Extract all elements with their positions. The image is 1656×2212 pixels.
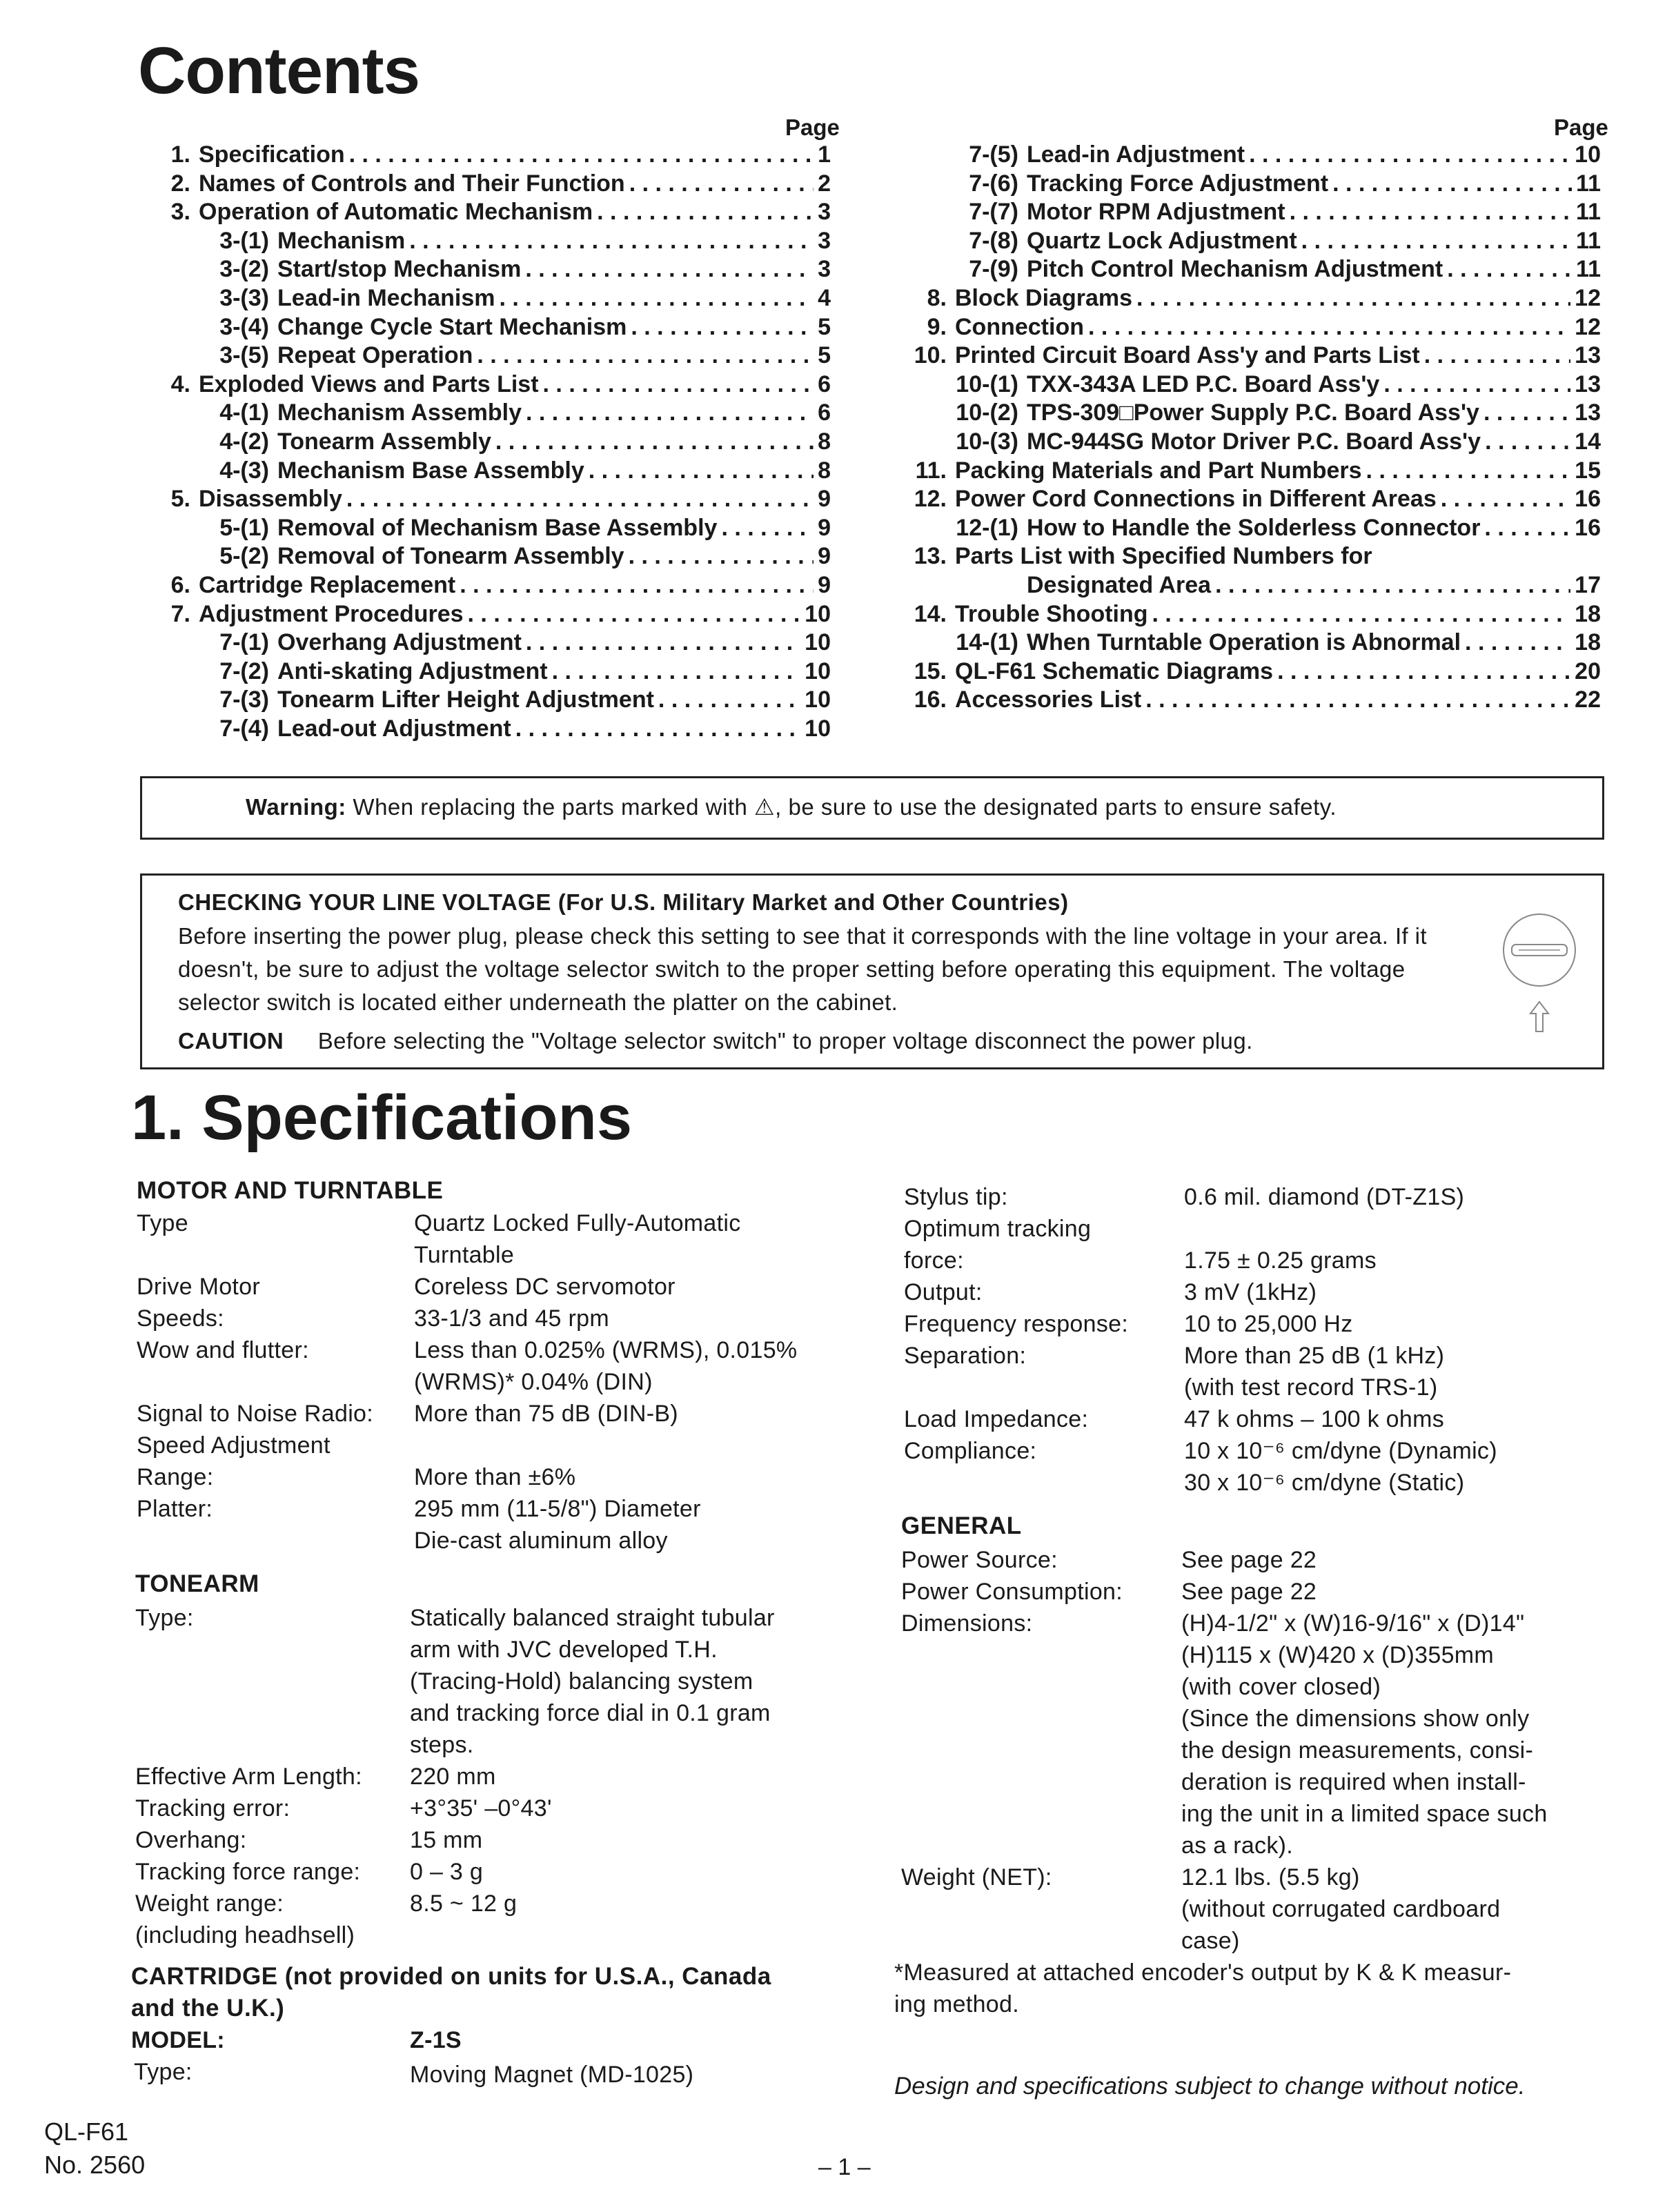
toc-left-entry-leader (526, 398, 814, 427)
toc-left-entry-number: 7-(1) (219, 629, 269, 656)
toc-left-entry-page: 10 (805, 600, 831, 627)
contents-title: Contents (138, 34, 420, 108)
toc-right-entry-number: 11. (915, 457, 947, 484)
toc-right-entry-leader (1465, 628, 1570, 657)
toc-right-entry-leader (1277, 657, 1570, 686)
toc-right-entry-leader (1447, 255, 1572, 284)
toc-right-entry (897, 685, 1601, 714)
toc-left-entry (195, 657, 831, 686)
general-spec-value: See page 22 (1181, 1547, 1317, 1573)
tonearm-spec-value: 15 mm (410, 1827, 483, 1853)
toc-left-entry (195, 398, 831, 427)
tonearm-spec-label: Tracking error: (135, 1795, 290, 1821)
toc-left-entry-leader (543, 370, 814, 399)
toc-left-entry (138, 571, 831, 600)
toc-left-entry-leader (495, 427, 814, 456)
toc-left-entry-page: 8 (818, 428, 831, 455)
toc-left-entry-label: Lead-in Mechanism (277, 285, 495, 311)
toc-right-entry-page: 12 (1575, 285, 1601, 311)
general-spec-label: Power Consumption: (901, 1579, 1123, 1605)
toc-left-entry-label: Tonearm Lifter Height Adjustment (277, 687, 654, 713)
voltage-box (140, 873, 1604, 1069)
caution-text: Before selecting the "Voltage selector switch" to proper voltage disconnect the power plug. (317, 1028, 1253, 1054)
cartridge-spec-value: 47 k ohms – 100 k ohms (1184, 1406, 1445, 1432)
toc-left-entry-number: 3. (170, 199, 190, 226)
toc-right-entry (897, 341, 1601, 370)
toc-left-entry-leader (629, 542, 814, 571)
general-spec-value: 12.1 lbs. (5.5 kg) (without corrugated cardboard case) (1181, 1864, 1501, 1954)
toc-left-entry-leader (477, 341, 814, 370)
toc-left-entry-page: 10 (805, 687, 831, 713)
general-heading: GENERAL (901, 1512, 1022, 1539)
motor-spec-label: Wow and flutter: (137, 1337, 309, 1363)
toc-left-entry-leader (721, 513, 814, 542)
toc-left-entry-page: 9 (818, 543, 831, 570)
cartridge-type-label: Type: (134, 2059, 193, 2085)
toc-left-entry-label: Change Cycle Start Mechanism (277, 313, 627, 340)
toc-left-entry-leader (597, 197, 814, 226)
motor-spec-label: Drive Motor (137, 1274, 260, 1300)
toc-left-entry-label: Operation of Automatic Mechanism (199, 199, 593, 226)
toc-right-entry-leader (1215, 571, 1570, 600)
toc-left-entry-leader (349, 140, 814, 169)
toc-right-entry (897, 456, 1601, 485)
voltage-body: Before inserting the power plug, please check this setting to see that it corresponds with the line voltage in your area. If it doesn't, be sure to adjust the voltage selector switch to the proper setting before operating this equipment. The voltage selector switch is located either underneath the platter on the cabinet. (178, 923, 1427, 1015)
cartridge-spec-label: Optimum tracking force: (904, 1216, 1092, 1274)
toc-right-entry-label: TXX-343A LED P.C. Board Ass'y (1027, 371, 1380, 397)
toc-right-entry (897, 600, 1601, 629)
toc-left-entry-number: 4-(1) (219, 399, 269, 426)
toc-left-entry (195, 255, 831, 284)
toc-left-entry-number: 7-(4) (219, 715, 269, 742)
toc-left-entry-number: 7-(2) (219, 658, 269, 684)
toc-right-entry (897, 542, 1601, 571)
toc-left-entry-number: 3-(3) (219, 285, 269, 311)
motor-heading: MOTOR AND TURNTABLE (137, 1177, 444, 1204)
toc-left-entry-label: Mechanism (277, 227, 406, 254)
toc-right-entry-number: 10-(3) (956, 428, 1018, 455)
toc-left-entry (195, 456, 831, 485)
toc-right-entry-label: MC-944SG Motor Driver P.C. Board Ass'y (1027, 428, 1481, 455)
toc-left-entry-leader (552, 657, 801, 686)
toc-left-entry (195, 284, 831, 313)
toc-left-entry-page: 10 (805, 715, 831, 742)
toc-right-entry-number: 7-(6) (969, 170, 1018, 197)
cartridge-spec-value: 3 mV (1kHz) (1184, 1279, 1317, 1305)
motor-spec-value: Quartz Locked Fully-Automatic Turntable (414, 1210, 741, 1268)
toc-left-entry-number: 3-(2) (219, 256, 269, 283)
toc-left-entry-label: Mechanism Base Assembly (277, 457, 584, 484)
toc-left-page-header: Page (785, 115, 840, 140)
toc-right-entry (929, 226, 1601, 255)
cartridge-spec-value: 10 x 10⁻⁶ cm/dyne (Dynamic) 30 x 10⁻⁶ cm/dyne (Static) (1184, 1438, 1497, 1496)
spec-disclaimer: Design and specifications subject to change without notice. (894, 2073, 1526, 2100)
toc-left-entry-page: 6 (818, 371, 831, 397)
cartridge-spec-label: Load Impedance: (904, 1406, 1089, 1432)
toc-left-entry (195, 226, 831, 255)
toc-left-entry (138, 197, 831, 226)
toc-left-entry (195, 714, 831, 743)
cartridge-spec-value: More than 25 dB (1 kHz) (with test record TRS-1) (1184, 1343, 1445, 1401)
motor-spec-label: Speeds: (137, 1305, 224, 1332)
toc-left-entry-page: 2 (818, 170, 831, 197)
toc-left-entry-page: 9 (818, 514, 831, 541)
tonearm-spec-label: Overhang: (135, 1827, 247, 1853)
toc-left-entry-label: Specification (199, 141, 345, 168)
toc-right-entry-page: 13 (1575, 399, 1601, 426)
toc-right-entry-page: 11 (1576, 227, 1601, 254)
cartridge-model-value: Z-1S (410, 2027, 462, 2053)
toc-right-entry-label: Accessories List (955, 687, 1142, 713)
toc-left-entry (195, 427, 831, 456)
warning-box (140, 776, 1604, 840)
toc-left-entry-label: Exploded Views and Parts List (199, 371, 539, 397)
tonearm-spec-value: 8.5 ~ 12 g (410, 1890, 518, 1917)
specifications-title: 1. Specifications (131, 1083, 633, 1153)
toc-right-entry-number: 7-(9) (969, 256, 1018, 283)
toc-left-entry-number: 4-(2) (219, 428, 269, 455)
toc-right-entry-number: 14-(1) (956, 629, 1018, 656)
toc-left-entry-number: 4. (170, 371, 190, 397)
toc-right-entry (929, 571, 1601, 600)
toc-right-entry-number: 8. (927, 285, 947, 311)
toc-left-entry-label: Disassembly (199, 486, 342, 513)
toc-right-entry-leader (1088, 313, 1570, 342)
motor-spec-label: Type (137, 1210, 188, 1236)
warning-label: Warning: (246, 794, 346, 820)
toc-left-entry-page: 10 (805, 629, 831, 656)
toc-left-entry (195, 341, 831, 370)
tonearm-spec-label: Effective Arm Length: (135, 1764, 362, 1790)
toc-right-entry (929, 427, 1601, 456)
cartridge-spec-label: Frequency response: (904, 1311, 1129, 1337)
toc-right-entry-page: 17 (1575, 572, 1601, 598)
tonearm-spec-value: 220 mm (410, 1764, 496, 1790)
toc-right-entry (929, 140, 1601, 169)
toc-left-entry (138, 600, 831, 629)
toc-right-entry-label: Motor RPM Adjustment (1027, 199, 1285, 226)
toc-left-entry-number: 7-(3) (219, 687, 269, 713)
cartridge-spec-label: Stylus tip: (904, 1184, 1008, 1210)
toc-right-entry-number: 10-(1) (956, 371, 1018, 397)
toc-right-entry-number: 12. (914, 486, 947, 513)
cartridge-spec-value: 10 to 25,000 Hz (1184, 1311, 1353, 1337)
toc-right-entry-page: 16 (1575, 514, 1601, 541)
toc-right-entry-label: Pitch Control Mechanism Adjustment (1027, 256, 1443, 283)
toc-right-entry-number: 10-(2) (956, 399, 1018, 426)
toc-left-entry (138, 169, 831, 198)
toc-right-entry-label: Quartz Lock Adjustment (1027, 227, 1297, 254)
toc-right-page-header: Page (1554, 115, 1608, 140)
toc-right-entry-number: 13. (914, 543, 947, 570)
toc-left-entry (138, 370, 831, 399)
toc-left-entry-label: Names of Controls and Their Function (199, 170, 625, 197)
toc-right-entry-label: Designated Area (1027, 572, 1212, 598)
toc-left-entry-label: Lead-out Adjustment (277, 715, 511, 742)
toc-left-entry-leader (589, 456, 814, 485)
toc-left-entry-leader (409, 226, 814, 255)
toc-left-entry-page: 3 (818, 199, 831, 226)
toc-left-entry-leader (346, 484, 814, 513)
general-spec-value: See page 22 (1181, 1579, 1317, 1605)
toc-right-entry (929, 197, 1601, 226)
toc-right-entry-page: 22 (1575, 687, 1601, 713)
toc-right-entry-page: 13 (1575, 342, 1601, 369)
toc-left-entry-number: 5. (170, 486, 190, 513)
toc-left-entry-number: 4-(3) (219, 457, 269, 484)
toc-left-entry-page: 9 (818, 572, 831, 598)
toc-left-entry-leader (500, 284, 814, 313)
tonearm-spec-value: 0 – 3 g (410, 1859, 484, 1885)
toc-right-entry (929, 370, 1601, 399)
warning-triangle-icon: ⚠ (754, 794, 776, 820)
toc-right-entry-leader (1332, 169, 1572, 198)
toc-left-entry-label: Repeat Operation (277, 342, 473, 369)
toc-right-entry-page: 16 (1575, 486, 1601, 513)
toc-right-entry-label: Packing Materials and Part Numbers (955, 457, 1362, 484)
toc-left-entry-number: 1. (170, 141, 190, 168)
toc-right-entry-leader (1483, 398, 1570, 427)
toc-right-entry-label: TPS-309□Power Supply P.C. Board Ass'y (1027, 399, 1479, 426)
motor-spec-value: Coreless DC servomotor (414, 1274, 676, 1300)
cartridge-heading: CARTRIDGE (not provided on units for U.S.A., Canada and the U.K.) (131, 1963, 771, 2022)
motor-spec-value: More than 75 dB (DIN-B) (414, 1401, 678, 1427)
toc-right-entry-leader (1485, 427, 1570, 456)
toc-right-entry-leader (1249, 140, 1570, 169)
toc-left-entry-label: Adjustment Procedures (199, 600, 464, 627)
toc-left-entry-number: 3-(1) (219, 227, 269, 254)
toc-right-entry-page: 18 (1575, 629, 1601, 656)
toc-right-entry-number: 12-(1) (956, 514, 1018, 541)
toc-right-entry-label: When Turntable Operation is Abnormal (1027, 629, 1461, 656)
general-spec-label: Dimensions: (901, 1610, 1033, 1637)
toc-left-entry-label: Removal of Mechanism Base Assembly (277, 514, 718, 541)
toc-right-entry-leader (1441, 484, 1570, 513)
toc-right-entry-label: Connection (955, 313, 1084, 340)
toc-right-entry (929, 398, 1601, 427)
toc-left-entry (138, 484, 831, 513)
toc-left-entry (195, 513, 831, 542)
toc-right-entry-label: Block Diagrams (955, 285, 1132, 311)
toc-right-entry-page: 12 (1575, 313, 1601, 340)
footer-number: No. 2560 (44, 2151, 146, 2179)
voltage-heading: CHECKING YOUR LINE VOLTAGE (For U.S. Military Market and Other Countries) (178, 889, 1069, 915)
toc-left-entry-page: 3 (818, 256, 831, 283)
motor-spec-label: Signal to Noise Radio: (137, 1401, 374, 1427)
toc-right-entry (897, 657, 1601, 686)
toc-left-entry-leader (515, 714, 800, 743)
toc-left-entry-number: 7. (170, 600, 190, 627)
toc-left-entry-label: Removal of Tonearm Assembly (277, 543, 624, 570)
motor-spec-label: Speed Adjustment Range: (137, 1432, 331, 1490)
toc-left-entry-leader (631, 313, 814, 342)
toc-left-entry-label: Start/stop Mechanism (277, 256, 522, 283)
toc-right-entry-page: 11 (1576, 199, 1601, 226)
toc-left-entry (138, 140, 831, 169)
toc-left-entry-label: Anti-skating Adjustment (277, 658, 548, 684)
toc-right-entry (929, 628, 1601, 657)
cartridge-spec-value: 1.75 ± 0.25 grams (1184, 1247, 1377, 1274)
toc-right-entry-leader (1301, 226, 1572, 255)
toc-left-entry-leader (525, 255, 814, 284)
toc-left-entry (195, 685, 831, 714)
toc-right-entry-number: 15. (914, 658, 947, 684)
toc-left-entry (195, 313, 831, 342)
toc-left-entry-label: Cartridge Replacement (199, 572, 456, 598)
toc-right-entry-number: 10. (914, 342, 947, 369)
toc-right-entry-page: 14 (1575, 428, 1601, 455)
toc-left-entry-number: 2. (170, 170, 190, 197)
toc-left-entry-leader (526, 628, 800, 657)
toc-left-entry-label: Overhang Adjustment (277, 629, 522, 656)
general-spec-label: Power Source: (901, 1547, 1058, 1573)
toc-left-entry (195, 542, 831, 571)
toc-right-entry-label: How to Handle the Solderless Connector (1027, 514, 1481, 541)
toc-left-entry-page: 9 (818, 486, 831, 513)
warning-text-after: , be sure to use the designated parts to ensure safety. (775, 794, 1337, 820)
toc-left-entry-leader (468, 600, 801, 629)
toc-right-entry-page: 10 (1575, 141, 1601, 168)
toc-right-entry-leader (1136, 284, 1570, 313)
toc-right-entry (897, 484, 1601, 513)
toc-left-entry-page: 8 (818, 457, 831, 484)
toc-left-entry-label: Mechanism Assembly (277, 399, 522, 426)
toc-right-entry (897, 284, 1601, 313)
toc-right-entry-page: 13 (1575, 371, 1601, 397)
cartridge-spec-label: Compliance: (904, 1438, 1037, 1464)
toc-right-entry-page: 20 (1575, 658, 1601, 684)
toc-right-entry-leader (1290, 197, 1572, 226)
toc-left-entry-leader (460, 571, 814, 600)
caution-label: CAUTION (178, 1028, 284, 1054)
toc-right-entry (929, 255, 1601, 284)
cartridge-type-value: Moving Magnet (MD-1025) (410, 2062, 694, 2088)
toc-left-entry-number: 5-(2) (219, 543, 269, 570)
toc-left-entry-page: 3 (818, 227, 831, 254)
toc-left-entry-page: 4 (818, 285, 831, 311)
toc-right-entry-label: QL-F61 Schematic Diagrams (955, 658, 1274, 684)
footer-model: QL-F61 (44, 2117, 129, 2146)
toc-right-entry-number: 7-(8) (969, 227, 1018, 254)
tonearm-spec-label: Type: (135, 1605, 194, 1631)
general-spec-value: (H)4-1/2" x (W)16-9/16" x (D)14" (H)115 x (W)420 x (D)355mm (with cover closed) (Since the dimensions show only the design measurements, consi- deration is required when install- ing the unit in a limited space such as a rack). (1181, 1610, 1548, 1859)
toc-right-entry-label: Trouble Shooting (955, 600, 1148, 627)
toc-right-entry-leader (1152, 600, 1571, 629)
toc-right-entry-page: 18 (1575, 600, 1601, 627)
cartridge-spec-label: Separation: (904, 1343, 1027, 1369)
motor-spec-value: 295 mm (11-5/8") Diameter Die-cast aluminum alloy (414, 1496, 701, 1554)
toc-right-entry (897, 313, 1601, 342)
toc-right-entry-number: 9. (927, 313, 947, 340)
motor-spec-value: More than ±6% (414, 1464, 576, 1490)
toc-left-entry-page: 5 (818, 342, 831, 369)
toc-right-entry (929, 513, 1601, 542)
spec-footnote: *Measured at attached encoder's output by K & K measur- ing method. (894, 1959, 1512, 2017)
motor-spec-value: Less than 0.025% (WRMS), 0.015% (WRMS)* 0.04% (DIN) (414, 1337, 798, 1395)
warning-text-before: When replacing the parts marked with (353, 794, 748, 820)
toc-right-entry-number: 16. (914, 687, 947, 713)
toc-right-entry-page: 11 (1576, 256, 1601, 283)
footer-page-number: – 1 – (818, 2154, 871, 2180)
voltage-selector-icon (1495, 909, 1584, 1040)
cartridge-spec-label: Output: (904, 1279, 983, 1305)
toc-left-entry-number: 6. (170, 572, 190, 598)
toc-left-entry-leader (629, 169, 814, 198)
toc-right-entry (929, 169, 1601, 198)
toc-right-entry-leader (1484, 513, 1570, 542)
toc-right-entry-page: 11 (1576, 170, 1601, 197)
toc-right-entry-leader (1383, 370, 1570, 399)
toc-right-entry-number: 7-(5) (969, 141, 1018, 168)
general-spec-label: Weight (NET): (901, 1864, 1052, 1890)
toc-left-entry-page: 6 (818, 399, 831, 426)
toc-right-entry-number (929, 571, 1018, 600)
toc-left-entry-page: 1 (818, 141, 831, 168)
toc-left-entry-page: 5 (818, 313, 831, 340)
cartridge-model-label: MODEL: (131, 2027, 225, 2053)
toc-right-entry-leader (1366, 456, 1571, 485)
toc-right-entry-label: Printed Circuit Board Ass'y and Parts List (955, 342, 1420, 369)
toc-right-entry-page: 15 (1575, 457, 1601, 484)
toc-right-entry-leader (1424, 341, 1570, 370)
toc-left-entry-label: Tonearm Assembly (277, 428, 491, 455)
toc-right-entry-number: 7-(7) (969, 199, 1018, 226)
toc-right-entry-label: Tracking Force Adjustment (1027, 170, 1329, 197)
toc-left-entry-leader (658, 685, 800, 714)
tonearm-spec-value: Statically balanced straight tubular arm with JVC developed T.H. (Tracing-Hold) balancing system and tracking force dial in 0.1 gram steps. (410, 1605, 775, 1758)
cartridge-spec-value: 0.6 mil. diamond (DT-Z1S) (1184, 1184, 1465, 1210)
motor-spec-label: Platter: (137, 1496, 213, 1522)
toc-right-entry-label: Power Cord Connections in Different Areas (955, 486, 1437, 513)
motor-spec-value: 33-1/3 and 45 rpm (414, 1305, 609, 1332)
toc-left-entry-page: 10 (805, 658, 831, 684)
toc-left-entry-number: 3-(4) (219, 313, 269, 340)
tonearm-spec-value: +3°35' –0°43' (410, 1795, 552, 1821)
toc-right-entry-number: 14. (914, 600, 947, 627)
tonearm-heading: TONEARM (135, 1570, 259, 1597)
toc-right-entry-leader (1145, 685, 1570, 714)
toc-left-entry-number: 3-(5) (219, 342, 269, 369)
toc-left-entry (195, 628, 831, 657)
tonearm-spec-label: Weight range: (including headhsell) (135, 1890, 355, 1948)
toc-right-entry-label: Parts List with Specified Numbers for (955, 543, 1372, 570)
toc-left-entry-number: 5-(1) (219, 514, 269, 541)
toc-right-entry-label: Lead-in Adjustment (1027, 141, 1245, 168)
tonearm-spec-label: Tracking force range: (135, 1859, 361, 1885)
